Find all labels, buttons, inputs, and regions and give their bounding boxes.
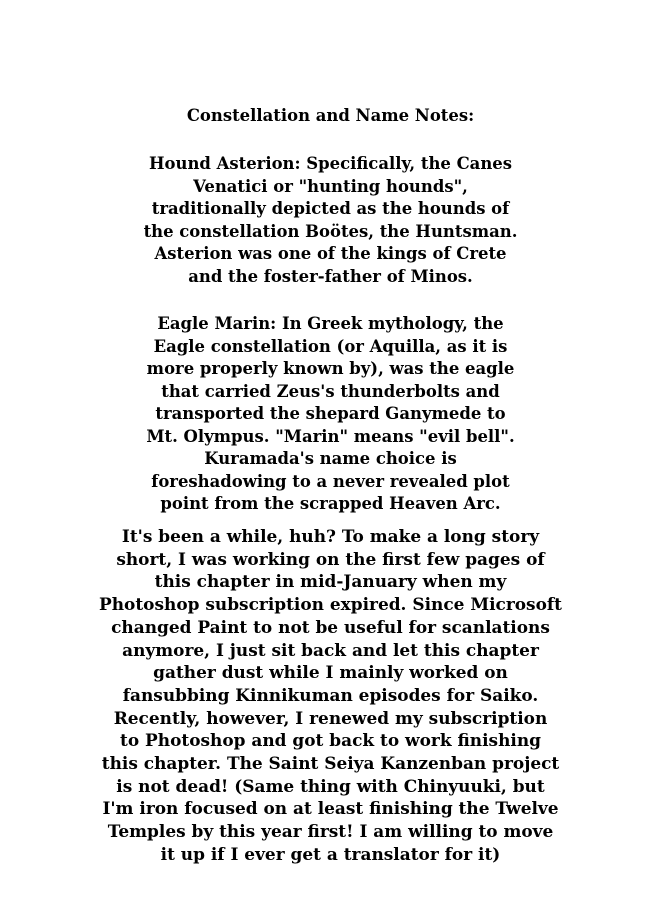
message-line: Photoshop subscription expired. Since Microsoft (99, 594, 562, 615)
message-line: gather dust while I mainly worked on (153, 662, 508, 683)
note-line: Kuramada's name choice is (204, 449, 457, 468)
message-line: changed Paint to not be useful for scanlations (111, 616, 550, 637)
note-line: transported the shepard Ganymede to (155, 404, 506, 423)
message-line: this chapter in mid-January when my (154, 571, 507, 592)
notes-heading-text: Constellation and Name Notes: (186, 106, 475, 125)
message-line: Recently, however, I renewed my subscription (113, 707, 548, 728)
note-hound-asterion (0, 153, 661, 288)
message-line: Temples by this year first! I am willing to move (107, 821, 554, 842)
note-line: Eagle constellation (or Aquilla, as it is (153, 336, 508, 356)
message-line: I'm iron focused on at least finishing the Twelve (102, 798, 559, 819)
note-line: Asterion was one of the kings of Crete (154, 244, 507, 263)
note-line: that carried Zeus's thunderbolts and (161, 381, 500, 401)
message-line: anymore, I just sit back and let this chapter (122, 639, 539, 660)
message-line: to Photoshop and got back to work finishing (120, 730, 541, 751)
note-line: Hound Asterion: Specifically, the Canes (149, 154, 512, 173)
message-line: this chapter. The Saint Seiya Kanzenban project (101, 753, 560, 774)
note-line: Mt. Olympus. "Marin" means "evil bell". (146, 426, 515, 446)
notes-heading (0, 105, 661, 127)
message-line: it up if I ever get a translator for it) (160, 843, 501, 864)
note-line: the constellation Boötes, the Huntsman. (143, 221, 518, 241)
note-line: more properly known by), was the eagle (146, 359, 515, 378)
note-line: traditionally depicted as the hounds of (151, 199, 510, 218)
note-eagle-marin (0, 313, 661, 516)
message-line: is not dead! (Same thing with Chinyuuki, but (116, 775, 545, 796)
note-line: Venatici or "hunting hounds", (193, 176, 468, 196)
note-line: foreshadowing to a never revealed plot (151, 471, 510, 491)
message-line: short, I was working on the first few pages of (116, 548, 545, 569)
message-line: It's been a while, huh? To make a long story (121, 526, 540, 546)
note-line: Eagle Marin: In Greek mythology, the (157, 314, 504, 333)
note-line: point from the scrapped Heaven Arc. (160, 494, 501, 513)
scanlator-message (0, 525, 661, 866)
message-line: fansubbing Kinnikuman episodes for Saiko. (122, 684, 539, 705)
note-line: and the foster-father of Minos. (188, 266, 473, 286)
